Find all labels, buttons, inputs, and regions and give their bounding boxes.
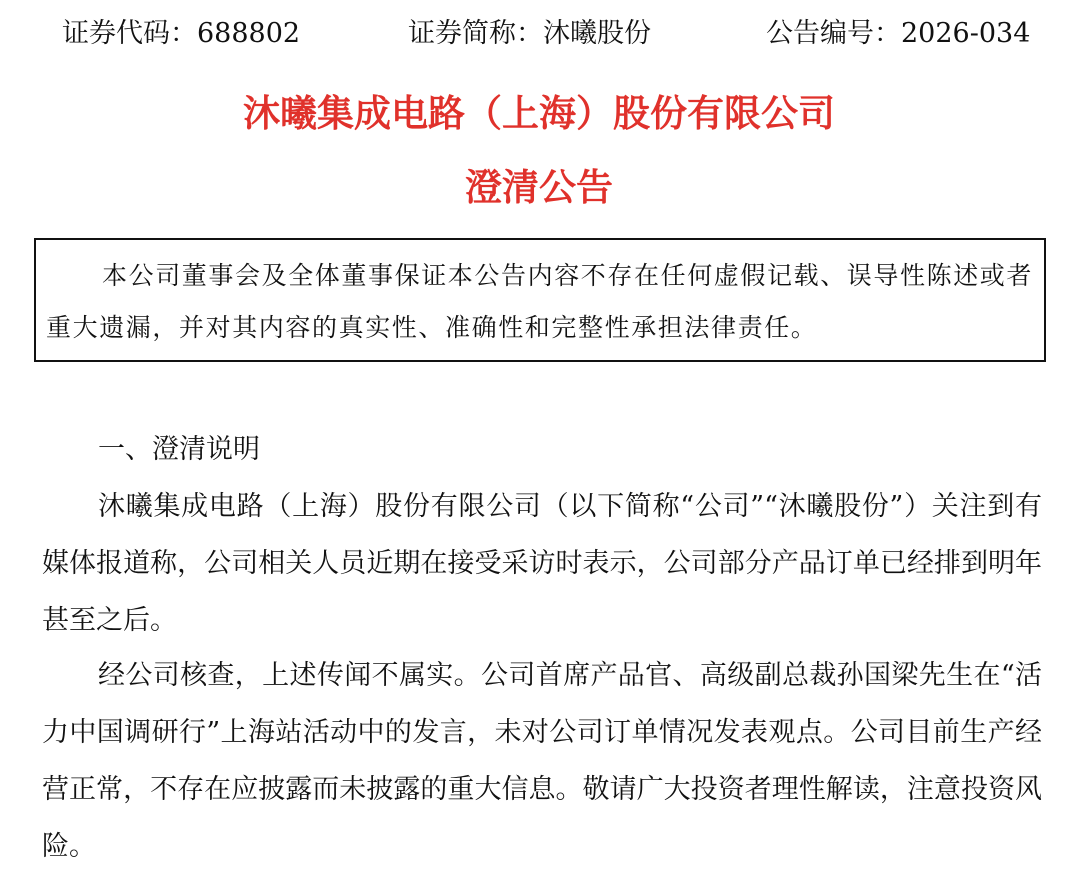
board-statement-box: [34, 238, 1046, 362]
section-heading: 一、澄清说明: [98, 434, 260, 465]
stock-abbreviation: 证券简称：沐曦股份: [408, 18, 651, 49]
document-title: 澄清公告: [465, 166, 613, 209]
body-paragraph: 沐曦集成电路（上海）股份有限公司（以下简称“公司”“沐曦股份”）关注到有媒体报道称，公司相关人员近期在接受采访时表示，公司部分产品订单已经排到明年甚至之后。: [42, 491, 1042, 636]
company-title: 沐曦集成电路（上海）股份有限公司: [243, 92, 835, 135]
announcement-header: [0, 14, 1078, 54]
announcement-number: 公告编号：2026-034: [766, 18, 1031, 49]
body-paragraph: 经公司核查，上述传闻不属实。公司首席产品官、高级副总裁孙国梁先生在“活力中国调研行”上海站活动中的发言，未对公司订单情况发表观点。公司目前生产经营正常，不存在应披露而未披露的重大信息。敬请广大投资者理性解读，注意投资风险。: [42, 660, 1042, 862]
stock-code: 证券代码：688802: [62, 18, 301, 49]
board-statement-text: 本公司董事会及全体董事保证本公告内容不存在任何虚假记载、误导性陈述或者重大遗漏，并对其内容的真实性、准确性和完整性承担法律责任。: [46, 261, 1034, 342]
